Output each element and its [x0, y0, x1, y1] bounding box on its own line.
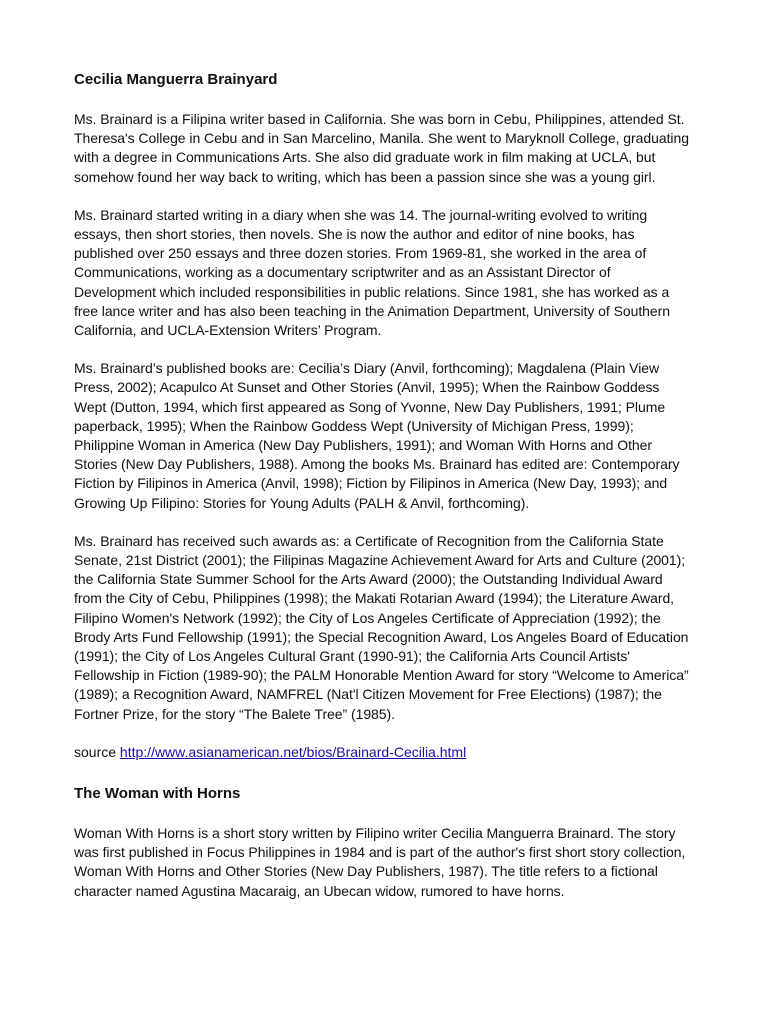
source-label: source	[74, 743, 117, 760]
paragraph-books: Ms. Brainard’s published books are: Cecilia’s Diary (Anvil, forthcoming); Magdalena (Plain View Press, 2002); Acapulco At Sunset and Other Stories (Anvil, 1995); When the Rainbow Goddess Wept (Dutton, 1994, which first appeared as Song of Yvonne, New Day Publishers, 1991; Plume paperback, 1995); When the Rainbow Goddess Wept (University of Michigan Press, 1999); Philippine Woman in America (New Day Publishers, 1991); and Woman With Horns and Other Stories (New Day Publishers, 1988). Among the books Ms. Brainard has edited are: Contemporary Fiction by Filipinos in America (Anvil, 1998); Fiction by Filipinos in America (New Day, 1993); and Growing Up Filipino: Stories for Young Adults (PALH & Anvil, forthcoming).	[74, 360, 680, 511]
section-title-author: Cecilia Manguerra Brainyard	[74, 71, 278, 88]
section-title-story: The Woman with Horns	[74, 784, 241, 802]
source-link[interactable]: http://www.asianamerican.net/bios/Brainard-Cecilia.html	[119, 743, 467, 760]
source-line	[74, 743, 694, 762]
paragraph-bio: Ms. Brainard is a Filipina writer based in California. She was born in Cebu, Philippines, attended St. Theresa's College in Cebu and in San Marcelino, Manila. She went to Maryknoll College, graduating with a degree in Communications Arts. She also did graduate work in film making at UCLA, but somehow found her way back to writing, which has been a passion since she was a young girl.	[74, 111, 689, 185]
paragraph-story-summary: Woman With Horns is a short story written by Filipino writer Cecilia Manguerra Brainard. The story was first published in Focus Philippines in 1984 and is part of the author's first short story collection, Woman With Horns and Other Stories (New Day Publishers, 1987). The title refers to a fictional character named Agustina Macaraig, an Ubecan widow, rumored to have horns.	[74, 824, 686, 899]
paragraph-career: Ms. Brainard started writing in a diary when she was 14. The journal-writing evolved to writing essays, then short stories, then novels. She is now the author and editor of nine books, has published over 250 essays and three dozen stories. From 1969-81, she worked in the area of Communications, working as a documentary scriptwriter and as an Assistant Director of Development which included responsibilities in public relations. Since 1981, she has worked as a free lance writer and has also been teaching in the Animation Department, University of Southern California, and UCLA-Extension Writers’ Program.	[74, 206, 670, 339]
paragraph-awards: Ms. Brainard has received such awards as: a Certificate of Recognition from the California State Senate, 21st District (2001); the Filipinas Magazine Achievement Award for Arts and Culture (2001); the California State Summer School for the Arts Award (2000); the Outstanding Individual Award from the City of Cebu, Philippines (1998); the Makati Rotarian Award (1994); the Literature Award, Filipino Women's Network (1992); the City of Los Angeles Certificate of Appreciation (1992); the Brody Arts Fund Fellowship (1991); the Special Recognition Award, Los Angeles Board of Education (1991); the City of Los Angeles Cultural Grant (1990-91); the California Arts Council Artists' Fellowship in Fiction (1989-90); the PALM Honorable Mention Award for story “Welcome to America” (1989); a Recognition Award, NAMFREL (Nat'l Citizen Movement for Free Elections) (1987); the Fortner Prize, for the story “The Balete Tree” (1985).	[74, 532, 689, 722]
